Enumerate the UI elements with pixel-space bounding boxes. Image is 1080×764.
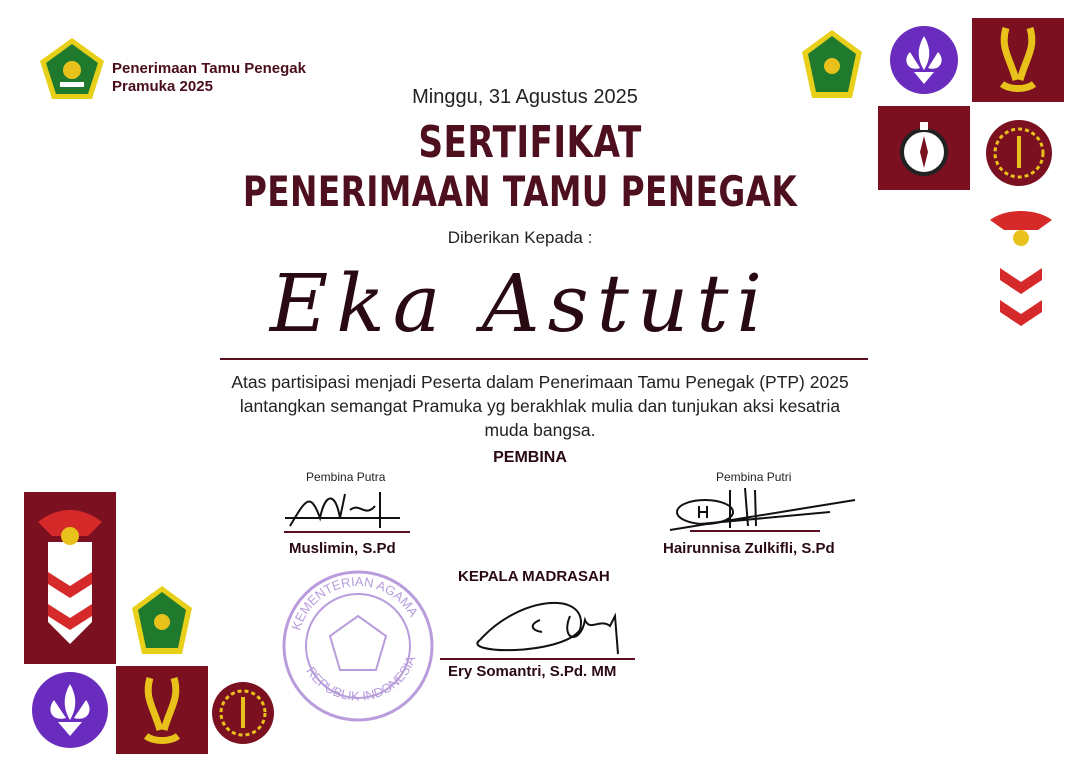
scarf-icon — [24, 492, 116, 664]
laurel-emblem-icon — [984, 118, 1054, 188]
stamp-top-text: KEMENTERIAN AGAMA — [288, 573, 422, 633]
signature-line-putra — [284, 531, 410, 533]
certificate-date: Minggu, 31 Agustus 2025 — [412, 86, 638, 108]
brand-line1: Penerimaan Tamu Penegak — [112, 60, 306, 77]
scout-fleur-de-lis-icon — [30, 670, 110, 750]
svg-text:REPUBLIK INDONESIA — [303, 653, 418, 703]
description-line: lantangkan semangat Pramuka yg berakhlak mulia dan tunjukan aksi kesatria — [239, 396, 841, 416]
scarf-tile — [24, 492, 116, 664]
brand-line2: Pramuka 2025 — [112, 78, 213, 95]
tunas-kelapa-icon — [116, 666, 208, 754]
kemenag-logo-icon — [38, 36, 106, 102]
pembina-putra-role: Pembina Putra — [306, 470, 386, 484]
certificate-subtitle: PENERIMAAN TAMU PENEGAK — [242, 167, 798, 216]
stamp-bottom-text: REPUBLIK INDONESIA — [303, 653, 419, 704]
pembina-putri-name: Hairunnisa Zulkifli, S.Pd — [663, 540, 835, 557]
kemenag-emblem-icon — [130, 584, 194, 658]
pembina-putra-name: Muslimin, S.Pd — [289, 540, 396, 557]
official-stamp-icon — [278, 566, 438, 726]
recipient-name: Eka Astuti — [269, 257, 771, 350]
compass-tile — [878, 106, 970, 190]
given-to-label: Diberikan Kepada : — [447, 228, 593, 247]
signature-head — [440, 590, 660, 656]
pembina-putri-role: Pembina Putri — [716, 470, 792, 484]
svg-text:KEMENTERIAN AGAMA — [288, 574, 421, 632]
signature-line-head — [440, 658, 635, 660]
description-line: Atas partisipasi menjadi Peserta dalam Penerimaan Tamu Penegak (PTP) 2025 — [231, 372, 849, 392]
pembina-label: PEMBINA — [493, 449, 567, 466]
scout-fleur-de-lis-icon — [888, 24, 960, 96]
description-line: muda bangsa. — [484, 420, 596, 440]
kemenag-emblem-icon — [800, 28, 864, 102]
signature-line-putri — [690, 530, 820, 532]
tunas-kelapa-tile — [972, 18, 1064, 102]
head-role: KEPALA MADRASAH — [458, 568, 610, 585]
description — [190, 370, 890, 442]
name-underline — [220, 358, 868, 360]
scarf-woggle-icon — [986, 208, 1056, 344]
tunas-kelapa-tile — [116, 666, 208, 754]
laurel-emblem-icon — [210, 680, 276, 746]
signature-putra — [280, 486, 410, 530]
certificate-title: SERTIFIKAT — [418, 117, 642, 168]
head-name: Ery Somantri, S.Pd. MM — [448, 663, 617, 680]
tunas-kelapa-icon — [972, 18, 1064, 102]
signature-putri — [660, 486, 860, 532]
brand-text — [112, 60, 306, 96]
compass-icon — [878, 106, 970, 190]
